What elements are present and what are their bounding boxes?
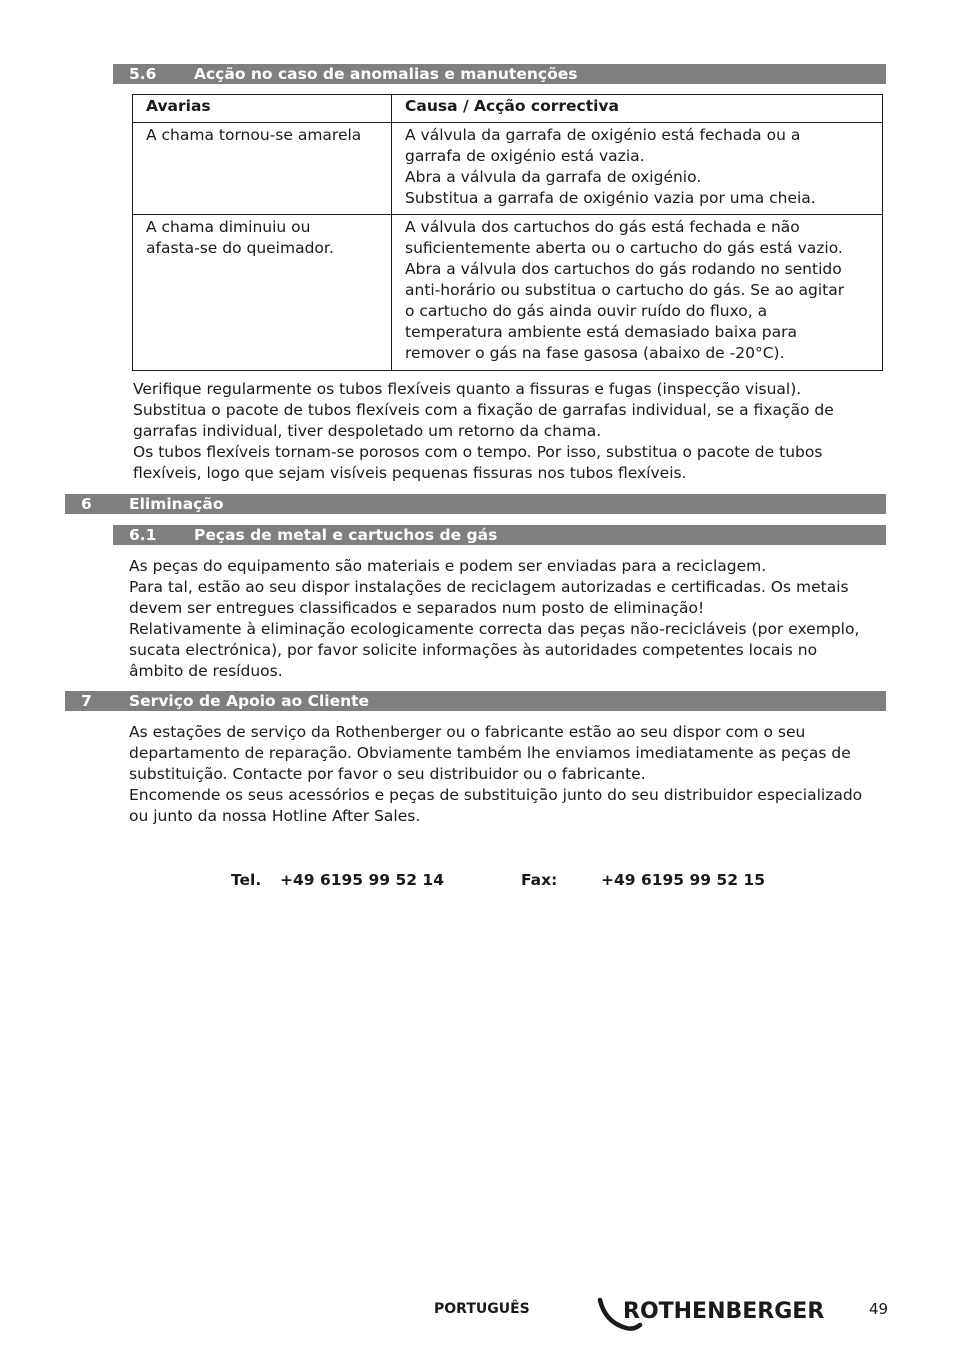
action-text: temperatura ambiente está demasiado baixa para [405, 323, 797, 341]
action-text: anti-horário ou substitua o cartucho do gás. Se ao agitar [405, 281, 845, 299]
paragraph-line: ou junto da nossa Hotline After Sales. [129, 807, 421, 825]
rothenberger-logo [596, 1294, 836, 1334]
paragraph-line: Verifique regularmente os tubos flexíveis quanto a fissuras e fugas (inspecção visual). [133, 380, 802, 398]
fax-label: Fax: [521, 871, 558, 889]
paragraph-line: As peças do equipamento são materiais e podem ser enviadas para a reciclagem. [129, 557, 767, 575]
page-number: 49 [869, 1300, 889, 1318]
fault-text: afasta-se do queimador. [146, 239, 334, 257]
fault-cell [133, 123, 392, 215]
paragraph-line: Substitua o pacote de tubos flexíveis com a fixação de garrafas individual, se a fixação de [133, 401, 834, 419]
section-5-6-header [113, 64, 886, 84]
fault-cell [133, 215, 392, 371]
section-title: Eliminação [129, 495, 224, 513]
troubleshooting-table [132, 94, 883, 371]
paragraph-line: devem ser entregues classificados e separados num posto de eliminação! [129, 599, 705, 617]
action-text: Substitua a garrafa de oxigénio vazia por uma cheia. [405, 189, 816, 207]
column-header-cause-action: Causa / Acção correctiva [392, 95, 883, 123]
action-text: o cartucho do gás ainda ouvir ruído do fluxo, a [405, 302, 768, 320]
paragraph-line: flexíveis, logo que sejam visíveis pequenas fissuras nos tubos flexíveis. [133, 464, 687, 482]
table-row [133, 123, 883, 215]
paragraph-line: Relativamente à eliminação ecologicamente correcta das peças não-recicláveis (por exemplo, [129, 620, 860, 638]
action-text: garrafa de oxigénio está vazia. [405, 147, 645, 165]
section-number: 5.6 [129, 65, 157, 83]
paragraph-line: garrafas individual, tiver despoletado um retorno da chama. [133, 422, 602, 440]
paragraph-line: substituição. Contacte por favor o seu distribuidor ou o fabricante. [129, 765, 646, 783]
section-number: 7 [81, 692, 92, 710]
action-text: A válvula da garrafa de oxigénio está fechada ou a [405, 126, 801, 144]
action-cell [392, 215, 883, 371]
action-text: suficientemente aberta ou o cartucho do gás está vazio. [405, 239, 843, 257]
paragraph-line: Encomende os seus acessórios e peças de substituição junto do seu distribuidor especializado [129, 786, 863, 804]
fax-number: +49 6195 99 52 15 [601, 871, 765, 889]
section-6-header [65, 494, 886, 514]
section-6-1-header [113, 525, 886, 545]
section-number: 6 [81, 495, 92, 513]
table-row [133, 215, 883, 371]
fault-text: A chama diminuiu ou [146, 218, 311, 236]
section-number: 6.1 [129, 526, 157, 544]
hoses-paragraph [133, 379, 834, 484]
section-title: Peças de metal e cartuchos de gás [194, 526, 498, 544]
brand-name: ROTHENBERGER [623, 1299, 825, 1324]
paragraph-line: âmbito de resíduos. [129, 662, 283, 680]
paragraph-line: Os tubos flexíveis tornam-se porosos com o tempo. Por isso, substitua o pacote de tubos [133, 443, 823, 461]
section-7-header [65, 691, 886, 711]
service-paragraph [129, 722, 862, 827]
tel-label: Tel. [231, 871, 262, 889]
action-cell [392, 123, 883, 215]
action-text: remover o gás na fase gasosa (abaixo de -20°C). [405, 344, 785, 362]
fault-text: A chama tornou-se amarela [146, 126, 362, 144]
table-header-row [133, 95, 883, 123]
action-text: Abra a válvula da garrafa de oxigénio. [405, 168, 702, 186]
tel-number: +49 6195 99 52 14 [280, 871, 444, 889]
action-text: Abra a válvula dos cartuchos do gás rodando no sentido [405, 260, 842, 278]
action-text: A válvula dos cartuchos do gás está fechada e não [405, 218, 800, 236]
footer-language: PORTUGUÊS [434, 1301, 530, 1317]
section-title: Acção no caso de anomalias e manutenções [194, 65, 578, 83]
paragraph-line: As estações de serviço da Rothenberger ou o fabricante estão ao seu dispor com o seu [129, 723, 806, 741]
paragraph-line: Para tal, estão ao seu dispor instalações de reciclagem autorizadas e certificadas. Os metais [129, 578, 849, 596]
column-header-faults: Avarias [133, 95, 392, 123]
disposal-paragraph [129, 556, 859, 682]
section-title: Serviço de Apoio ao Cliente [129, 692, 370, 710]
paragraph-line: departamento de reparação. Obviamente também lhe enviamos imediatamente as peças de [129, 744, 851, 762]
paragraph-line: sucata electrónica), por favor solicite informações às autoridades competentes locais no [129, 641, 818, 659]
